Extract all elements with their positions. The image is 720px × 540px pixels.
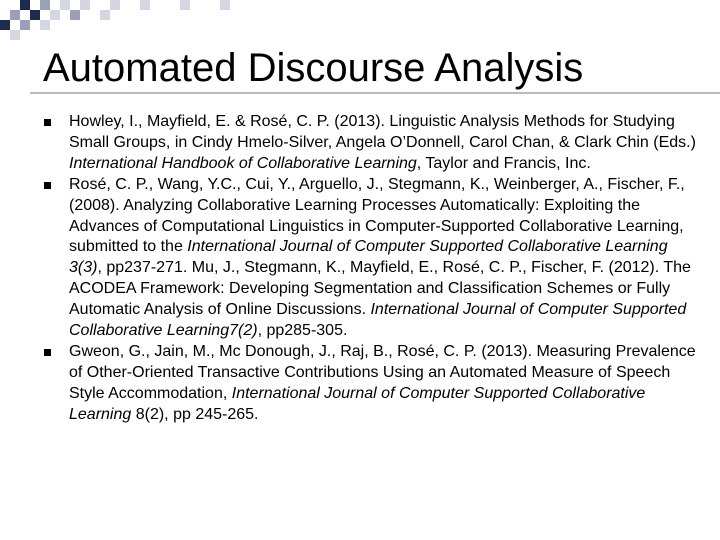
square-bullet-icon xyxy=(44,349,51,356)
reference-item xyxy=(43,342,703,426)
slide-title: Automated Discourse Analysis xyxy=(43,46,584,90)
reference-source-title: International Handbook of Collaborative Learning xyxy=(69,154,417,172)
square-bullet-icon xyxy=(44,182,51,189)
reference-item xyxy=(43,175,703,342)
reference-source-title: International Journal of Computer Supported Collaborative Learning xyxy=(69,384,646,423)
reference-text: , pp237-271. Mu, J., Stegmann, K., Mayfield, E., Rosé, C. P., Fischer, F. (2012). The ACODEA Framework: Developing Segmentation and Classification Schemes or Fully Automatic Analysis of Online Discussions. xyxy=(69,259,691,319)
reference-text: , pp285-305. xyxy=(257,322,348,340)
checkered-decoration xyxy=(0,0,300,48)
reference-text: Howley, I., Mayfield, E. & Rosé, C. P. (2013). Linguistic Analysis Methods for Studying Small Groups, in Cindy Hmelo-Silver, Angela O’Donnell, Carol Chan, & Clark Chin (Eds.) xyxy=(69,113,696,151)
title-rule xyxy=(30,92,720,94)
square-bullet-icon xyxy=(44,119,51,126)
reference-source-title: International Journal of Computer Supported Collaborative Learning7(2) xyxy=(69,301,687,340)
reference-text: Rosé, C. P., Wang, Y.C., Cui, Y., Arguello, J., Stegmann, K., Weinberger, A., Fischer, F., (2008). Analyzing Collaborative Learning Processes Automatically: Exploiting the Advances of Computational Linguistics in Computer-Supported Collaborative Learning, submitted to the xyxy=(69,175,685,256)
reference-text: , Taylor and Francis, Inc. xyxy=(416,154,591,172)
reference-list xyxy=(43,112,703,426)
reference-source-title: International Journal of Computer Supported Collaborative Learning 3(3) xyxy=(69,238,668,277)
reference-text: Gweon, G., Jain, M., Mc Donough, J., Raj, B., Rosé, C. P. (2013). Measuring Prevalence of Other-Oriented Transactive Contributions Using an Automated Measure of Speech Style Accommodation, xyxy=(69,342,696,402)
reference-item xyxy=(43,112,703,175)
reference-text: 8(2), pp 245-265. xyxy=(131,405,259,423)
